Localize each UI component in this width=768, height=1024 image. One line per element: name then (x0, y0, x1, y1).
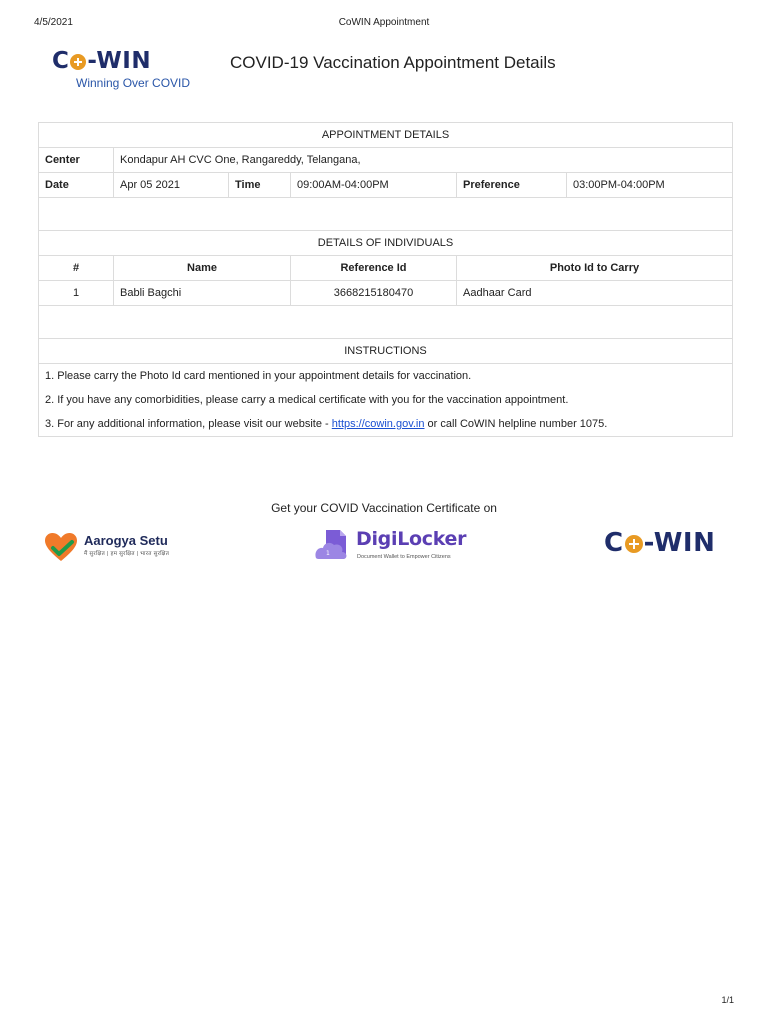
individuals-heading: DETAILS OF INDIVIDUALS (39, 231, 733, 256)
cowin-logo-suffix: -WIN (87, 48, 152, 74)
instruction-3 (39, 412, 733, 437)
appointment-details-heading: APPOINTMENT DETAILS (39, 123, 733, 148)
row-number: 1 (39, 281, 114, 306)
aarogya-setu-tagline: मैं सुरक्षित | हम सुरक्षित | भारत सुरक्षित (84, 551, 170, 557)
appointment-table (38, 122, 733, 437)
instruction-item (39, 388, 733, 412)
cowin-plus-badge-icon (70, 54, 86, 70)
cowin-website-link[interactable]: https://cowin.gov.in (331, 418, 425, 430)
instruction-3-tail: or call CoWIN helpline number 1075. (424, 418, 608, 430)
time-label: Time (229, 173, 291, 198)
cowin-logo (52, 48, 202, 94)
digilocker-tagline: Document Wallet to Empower Citizens (357, 554, 451, 560)
print-title: CoWIN Appointment (338, 17, 430, 28)
date-value: Apr 05 2021 (114, 173, 229, 198)
digilocker-name: DigiLocker (356, 528, 467, 550)
cowin-footer-suffix: -WIN (643, 528, 716, 558)
row-photo-id: Aadhaar Card (457, 281, 733, 306)
spacer-row (39, 198, 733, 231)
cowin-tagline: Winning Over COVID (76, 76, 191, 90)
cowin-logo-wordmark (52, 48, 202, 74)
digilocker-logo (314, 528, 467, 566)
instructions-heading: INSTRUCTIONS (39, 339, 733, 364)
aarogya-setu-name: Aarogya Setu (84, 533, 168, 548)
row-reference-id: 3668215180470 (291, 281, 457, 306)
center-label: Center (39, 148, 114, 173)
cowin-footer-plus-badge-icon (625, 535, 643, 553)
cowin-footer-wordmark (604, 530, 715, 556)
preference-label: Preference (457, 173, 567, 198)
svg-text:1: 1 (326, 550, 330, 557)
cowin-logo-prefix: C (52, 48, 70, 74)
page-number: 1/1 (721, 995, 734, 1005)
digilocker-cloud-icon (314, 528, 352, 562)
center-value: Kondapur AH CVC One, Rangareddy, Telangana, (114, 148, 733, 173)
col-header-reference-id: Reference Id (291, 256, 457, 281)
row-name: Babli Bagchi (114, 281, 291, 306)
preference-value: 03:00PM-04:00PM (567, 173, 733, 198)
col-header-photo-id: Photo Id to Carry (457, 256, 733, 281)
col-header-number: # (39, 256, 114, 281)
table-row (39, 281, 733, 306)
instruction-2: 2. If you have any comorbidities, please carry a medical certificate with you for the vaccination appointment. (39, 388, 733, 412)
instruction-item (39, 364, 733, 389)
cowin-footer-prefix: C (604, 528, 624, 558)
aarogya-setu-logo (44, 530, 194, 562)
col-header-name: Name (114, 256, 291, 281)
print-header (34, 17, 734, 31)
document-title: COVID-19 Vaccination Appointment Details (230, 53, 556, 72)
instruction-1: 1. Please carry the Photo Id card mentioned in your appointment details for vaccination. (39, 364, 733, 389)
spacer-row (39, 306, 733, 339)
certificate-heading: Get your COVID Vaccination Certificate on (271, 501, 497, 515)
cowin-logo-footer (604, 530, 715, 556)
print-date: 4/5/2021 (34, 17, 73, 28)
instruction-3-text: 3. For any additional information, please visit our website - (45, 418, 332, 430)
time-value: 09:00AM-04:00PM (291, 173, 457, 198)
date-label: Date (39, 173, 114, 198)
heart-check-icon (44, 532, 78, 562)
instruction-item (39, 412, 733, 437)
